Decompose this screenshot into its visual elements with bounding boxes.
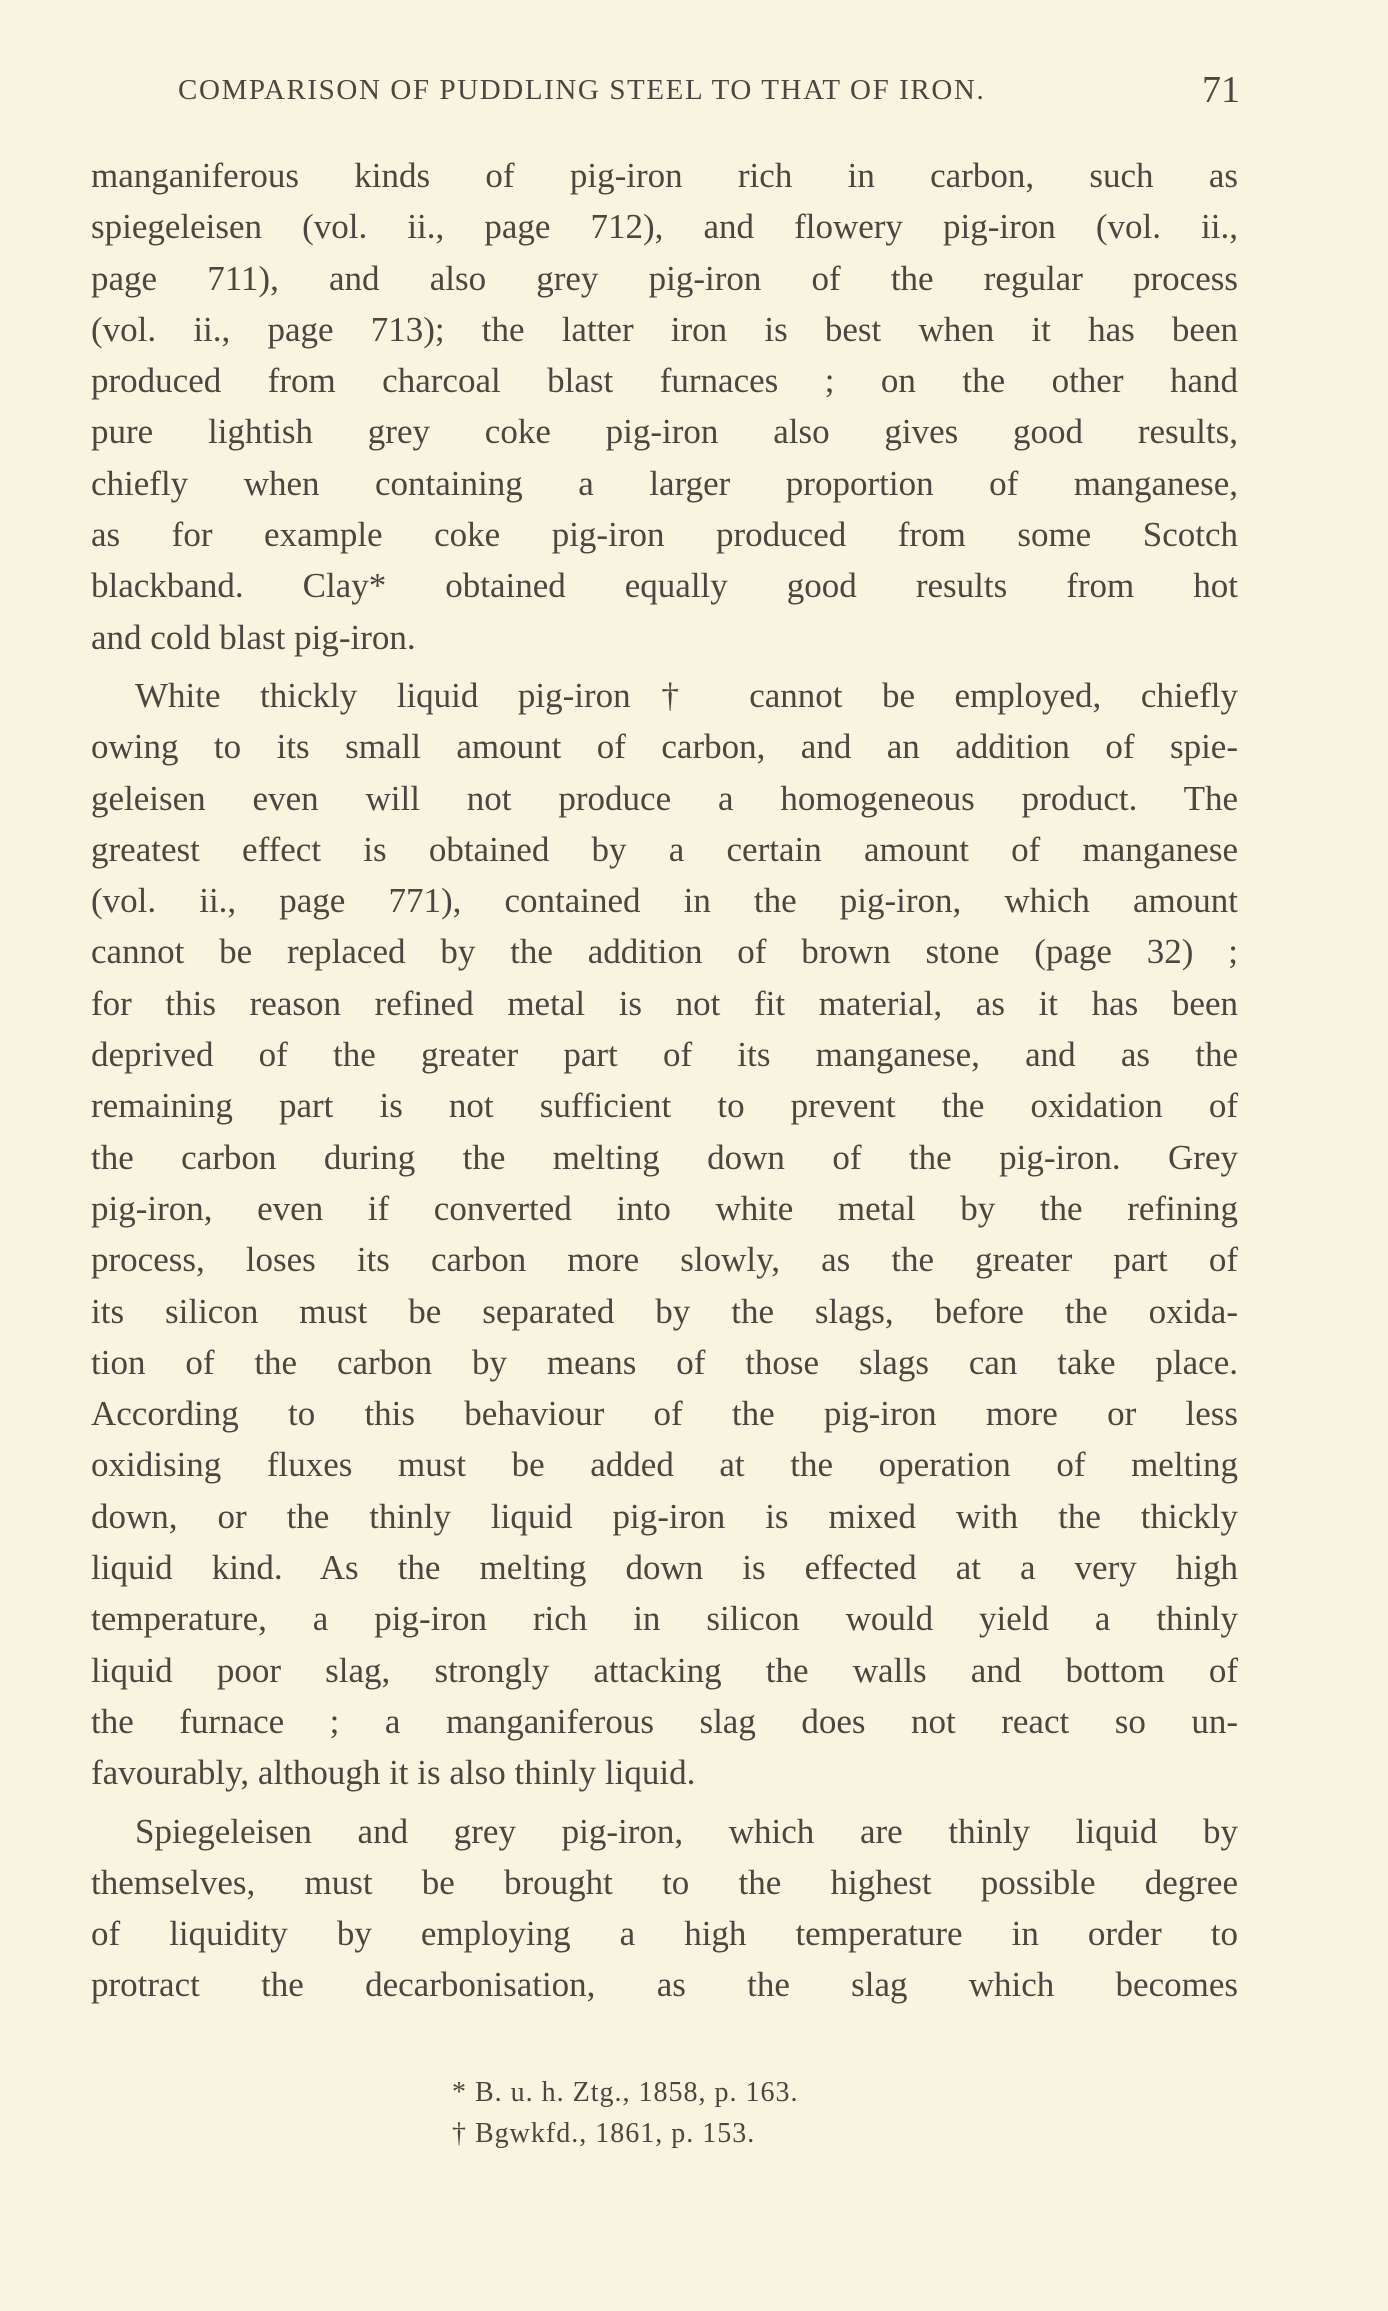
text-line: spiegeleisen (vol. ii., page 712), and flowery pig-iron (vol. ii., — [91, 207, 1238, 247]
text-line: remaining part is not sufficient to prevent the oxidation of — [91, 1086, 1238, 1126]
footnotes — [452, 2072, 799, 2154]
text-line: tion of the carbon by means of those slags can take place. — [91, 1342, 1238, 1382]
text-line: of liquidity by employing a high temperature in order to — [91, 1914, 1238, 1954]
running-header — [178, 69, 1240, 112]
text-line: favourably, although it is also thinly liquid. — [91, 1753, 696, 1793]
text-line: chiefly when containing a larger proportion of manganese, — [91, 463, 1238, 503]
text-line: for this reason refined metal is not fit material, as it has been — [91, 983, 1238, 1023]
body-text — [91, 150, 1238, 2018]
text-line: temperature, a pig-iron rich in silicon would yield a thinly — [91, 1599, 1238, 1639]
text-line: manganiferous kinds of pig-iron rich in carbon, such as — [91, 156, 1238, 195]
text-line: According to this behaviour of the pig-iron more or less — [91, 1394, 1238, 1434]
text-line: pig-iron, even if converted into white metal by the refining — [91, 1188, 1238, 1228]
text-line: and cold blast pig-iron. — [91, 617, 416, 657]
footnote: † Bgwkfd., 1861, p. 153. — [452, 2118, 756, 2149]
text-line: (vol. ii., page 713); the latter iron is best when it has been — [91, 309, 1238, 349]
text-line: process, loses its carbon more slowly, as the greater part of — [91, 1240, 1238, 1280]
text-line: liquid poor slag, strongly attacking the walls and bottom of — [91, 1650, 1238, 1690]
text-line: Spiegeleisen and grey pig-iron, which are thinly liquid by — [135, 1811, 1238, 1851]
text-line: as for example coke pig-iron produced from some Scotch — [91, 515, 1238, 555]
running-title: COMPARISON OF PUDDLING STEEL TO THAT OF IRON. — [178, 74, 986, 106]
page-number: 71 — [1202, 69, 1240, 111]
text-line: geleisen even will not produce a homogeneous product. The — [91, 778, 1238, 818]
text-line: produced from charcoal blast furnaces ; on the other hand — [91, 361, 1238, 401]
text-line: owing to its small amount of carbon, and an addition of spie- — [91, 727, 1238, 767]
text-line: White thickly liquid pig-iron† cannot be employed, chiefly — [135, 675, 1238, 715]
text-line: themselves, must be brought to the highest possible degree — [91, 1862, 1238, 1902]
text-line: cannot be replaced by the addition of brown stone (page 32) ; — [91, 932, 1238, 972]
text-line: greatest effect is obtained by a certain amount of manganese — [91, 829, 1238, 869]
footnote: * B. u. h. Ztg., 1858, p. 163. — [452, 2077, 799, 2108]
text-line: the furnace ; a manganiferous slag does not react so un- — [91, 1701, 1238, 1741]
text-line: oxidising fluxes must be added at the operation of melting — [91, 1445, 1238, 1485]
text-line: deprived of the greater part of its manganese, and as the — [91, 1035, 1238, 1075]
text-line: (vol. ii., page 771), contained in the pig-iron, which amount — [91, 881, 1238, 921]
text-line: blackband. Clay* obtained equally good results from hot — [91, 566, 1238, 606]
text-line: protract the decarbonisation, as the slag which becomes — [91, 1965, 1238, 2005]
text-line: the carbon during the melting down of the pig-iron. Grey — [91, 1137, 1238, 1177]
text-line: down, or the thinly liquid pig-iron is mixed with the thickly — [91, 1496, 1238, 1536]
text-line: page 711), and also grey pig-iron of the regular process — [91, 258, 1238, 298]
paragraph — [91, 1806, 1238, 2011]
text-line: liquid kind. As the melting down is effected at a very high — [91, 1548, 1238, 1588]
paragraph — [91, 670, 1238, 1799]
text-line: its silicon must be separated by the slags, before the oxida- — [91, 1291, 1238, 1331]
text-line: pure lightish grey coke pig-iron also gives good results, — [91, 412, 1238, 452]
paragraph — [91, 150, 1238, 663]
